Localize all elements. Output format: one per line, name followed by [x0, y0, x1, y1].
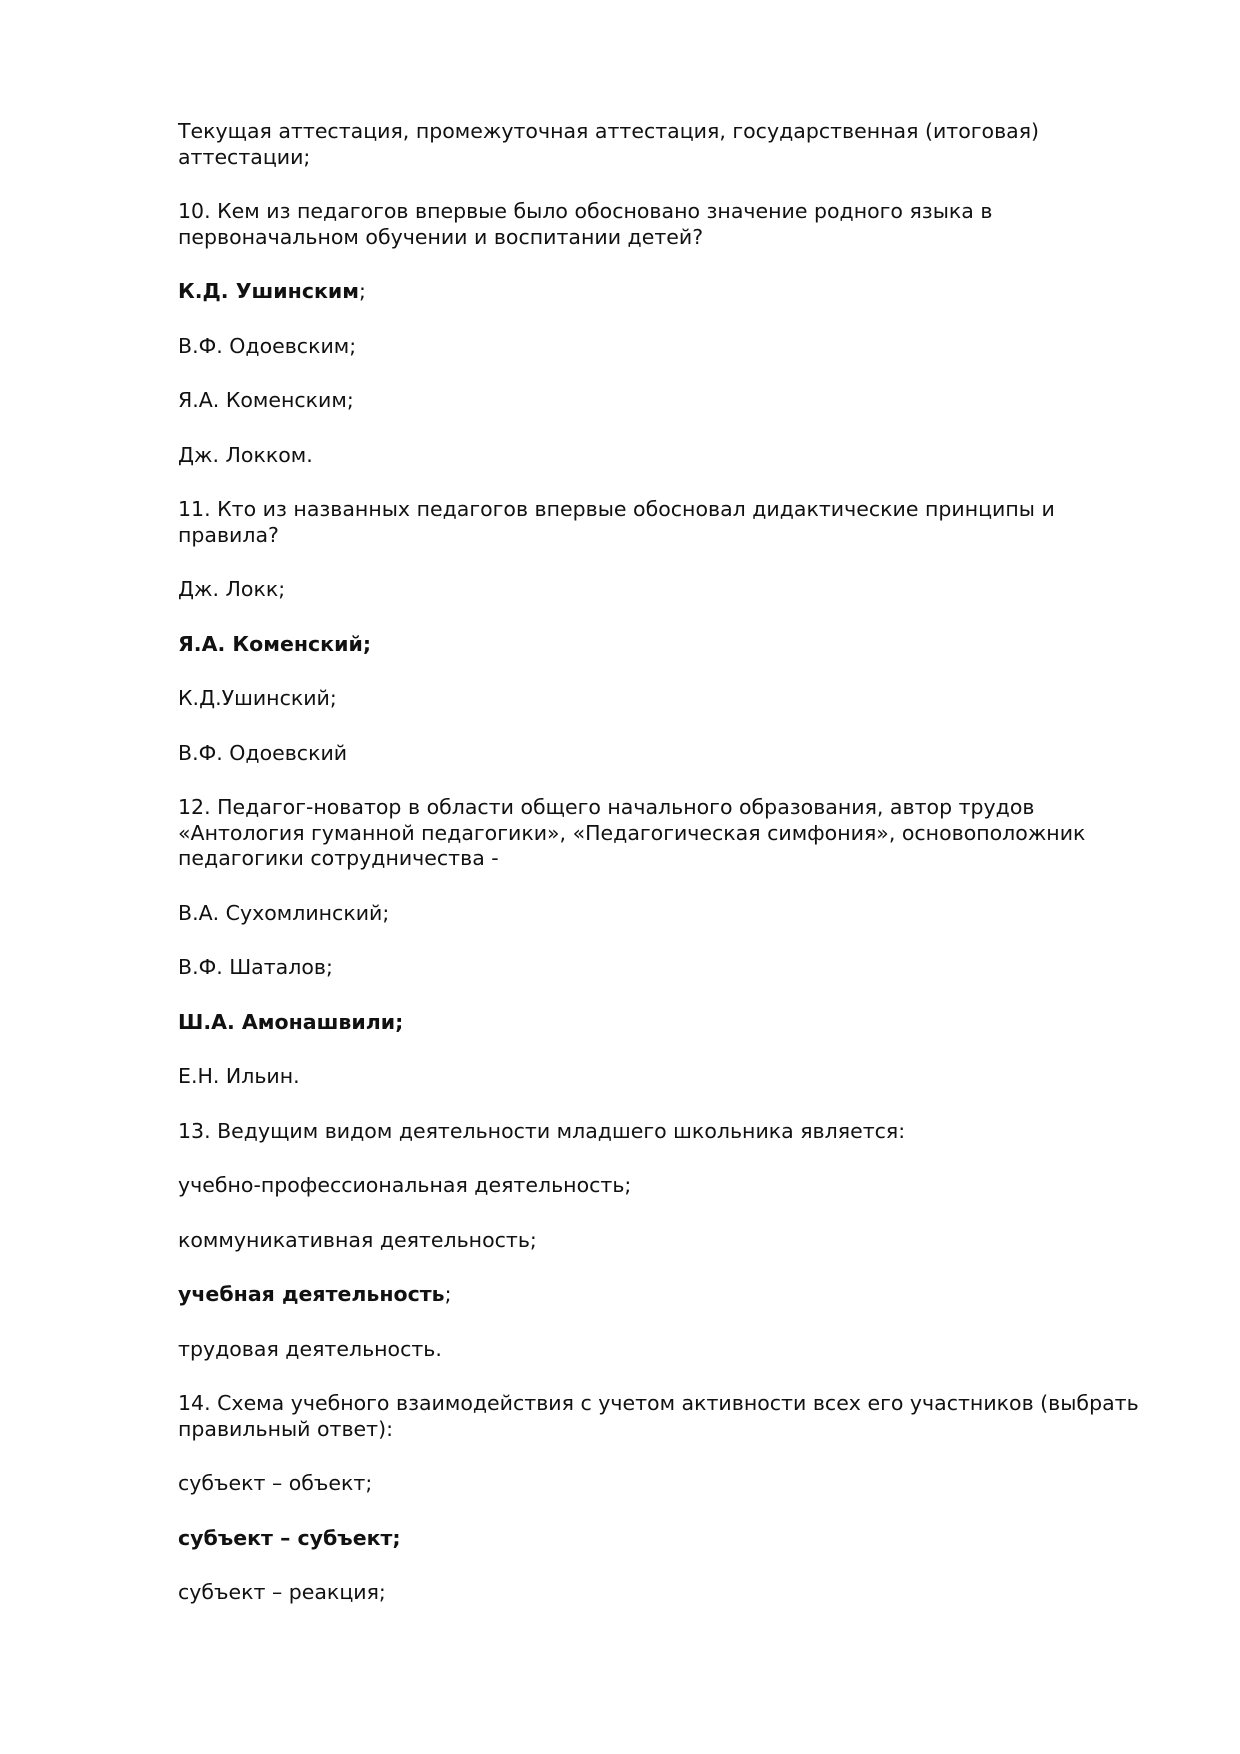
paragraph-attestation: Текущая аттестация, промежуточная аттестация, государственная (итоговая) аттестации; — [178, 119, 1040, 169]
answer-option: трудовая деятельность. — [178, 1336, 442, 1361]
answer-option-correct — [178, 279, 1153, 305]
answer-bold-text: учебная деятельность — [178, 1282, 445, 1306]
answer-suffix: ; — [444, 1282, 452, 1306]
answer-bold-text: Я.А. Коменский; — [178, 631, 372, 656]
answer-option: субъект – реакция; — [178, 1580, 386, 1604]
question-11: 11. Кто из названных педагогов впервые обосновал дидактические принципы и правила? — [178, 497, 1055, 547]
answer-option: коммуникативная деятельность; — [178, 1227, 537, 1252]
answer-bold-text: К.Д. Ушинским — [178, 279, 360, 303]
answer-option: В.А. Сухомлинский; — [178, 900, 390, 925]
answer-option-correct — [178, 1282, 1153, 1308]
answer-option-correct — [178, 632, 1153, 658]
question-12: 12. Педагог-новатор в области общего начального образования, автор трудов «Антология гуманной педагогики», «Педагогическая симфония», основоположник педагогики сотрудничества - — [178, 795, 1086, 870]
answer-option: В.Ф. Одоевский — [178, 740, 348, 765]
answer-option: Дж. Локк; — [178, 577, 286, 601]
answer-option: учебно-профессиональная деятельность; — [178, 1173, 632, 1197]
answer-option: Е.Н. Ильин. — [178, 1064, 300, 1088]
answer-option: В.Ф. Шаталов; — [178, 955, 333, 979]
question-10: 10. Кем из педагогов впервые было обосновано значение родного языка в первоначальном обучении и воспитании детей? — [178, 199, 993, 249]
answer-option-correct — [178, 1010, 1153, 1036]
answer-option: К.Д.Ушинский; — [178, 686, 337, 710]
answer-bold-text: субъект – субъект; — [178, 1525, 401, 1550]
answer-option: Я.А. Коменским; — [178, 388, 354, 412]
answer-option-correct — [178, 1526, 1153, 1552]
document-body — [178, 119, 1153, 1635]
answer-bold-text: Ш.А. Амонашвили; — [178, 1009, 404, 1034]
question-13: 13. Ведущим видом деятельности младшего школьника является: — [178, 1118, 906, 1143]
answer-option: субъект – объект; — [178, 1471, 373, 1495]
answer-suffix: ; — [359, 279, 366, 303]
answer-option: Дж. Локком. — [178, 442, 313, 467]
question-14: 14. Схема учебного взаимодействия с учетом активности всех его участников (выбрать правильный ответ): — [178, 1391, 1139, 1441]
answer-option: В.Ф. Одоевским; — [178, 333, 357, 358]
